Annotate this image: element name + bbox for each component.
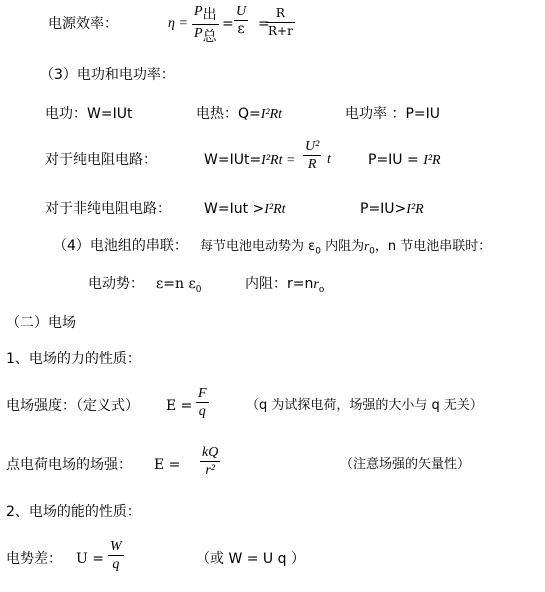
pure-work-tail: t xyxy=(327,152,331,167)
section-3-title: （3）电功和电功率： xyxy=(40,67,175,83)
property-2-title: 2、电场的能的性质： xyxy=(6,504,141,520)
section-4-title: （4）电池组的串联： xyxy=(53,238,188,254)
electric-heat: 电热：Q=I²Rt xyxy=(196,106,283,122)
point-charge-fraction: $\frac{kQ}{\text{r²}}$ xyxy=(202,445,219,478)
part-2-title: （二）电场 xyxy=(6,315,76,331)
efficiency-fraction-voltage: $\frac{U}{\varepsilon}$ xyxy=(236,4,247,37)
nonpure-power: P=IU>I²R xyxy=(360,201,424,217)
electric-work: 电功：W=IUt xyxy=(45,106,133,122)
nonpure-work: W=Iut >I²Rt xyxy=(204,201,286,217)
potential-difference-note: （或 W = U q ） xyxy=(196,551,305,567)
efficiency-label: 电源效率： xyxy=(48,16,118,32)
series-emf-value: ε=n $\varepsilon_0$ xyxy=(156,276,202,295)
electric-power: 电功率 ：P=IU xyxy=(345,106,440,122)
nonpure-resistance-label: 对于非纯电阻电路： xyxy=(45,201,171,217)
efficiency-equals-2: = xyxy=(258,16,270,32)
efficiency-fraction-power: $P_出$ $P_总$ xyxy=(194,4,217,45)
efficiency-fraction-resistance: $\frac{R}{R+r}$ xyxy=(268,6,293,38)
property-1-title: 1、电场的力的性质： xyxy=(6,351,141,367)
efficiency-lhs: η = xyxy=(168,16,188,31)
pure-resistance-label: 对于纯电阻电路： xyxy=(45,152,157,168)
point-charge-label: 点电荷电场的场强： xyxy=(6,457,132,473)
series-emf-label: 电动势： xyxy=(88,276,144,292)
field-strength-fraction: $\frac{F}{q}$ xyxy=(198,386,207,419)
field-strength-note: （q 为试探电荷，场强的大小与 q 无关） xyxy=(246,398,483,413)
pure-power: P=IU = I²R xyxy=(368,152,441,168)
potential-difference-label: 电势差： xyxy=(6,551,62,567)
point-charge-e: E = xyxy=(154,457,181,473)
pure-work-fraction: $\frac{\text{U²}}{R}$ xyxy=(305,139,320,172)
point-charge-note: （注意场强的矢量性） xyxy=(340,457,471,472)
potential-difference-fraction: $\frac{W}{q}$ xyxy=(110,539,122,572)
field-strength-label: 电场强度：（定义式） xyxy=(6,398,139,414)
field-strength-e: E = xyxy=(166,398,193,414)
potential-difference-u: U = xyxy=(76,551,104,567)
section-4-description: 每节电池电动势为 $\varepsilon_0$ 内阻为$r_0$，n 节电池串联时： xyxy=(200,238,492,257)
pure-work-prefix: W=IUt=I²Rt = xyxy=(204,152,296,168)
series-internal-resistance: 内阻：$r=nr_o$ xyxy=(245,276,325,295)
efficiency-equals-1: = xyxy=(222,16,234,32)
